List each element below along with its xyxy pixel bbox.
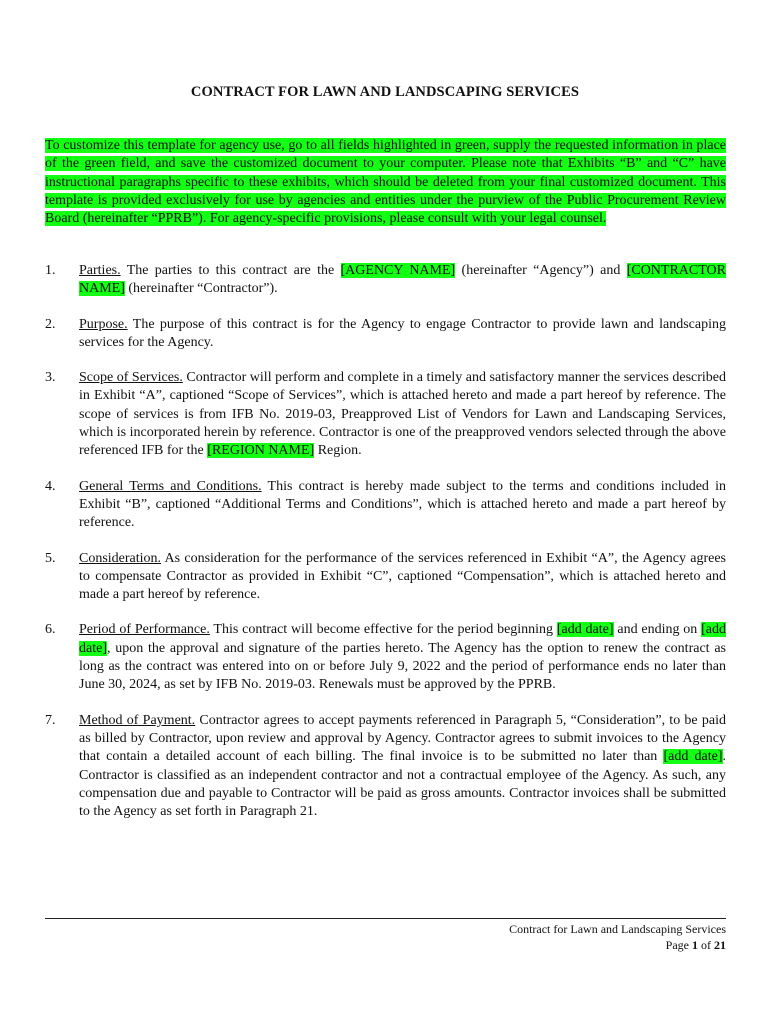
section-text: As consideration for the performance of the services referenced in Exhibit “A”, the Agency agrees to compensate Contractor as provided in Exhibit “C”, captioned “Compensation”, which is attached hereto and made a part hereof by reference. bbox=[79, 550, 726, 603]
section-body bbox=[79, 369, 726, 460]
page-footer bbox=[45, 921, 726, 953]
intro-highlighted-text[interactable]: To customize this template for agency use, go to all fields highlighted in green, supply the requested information in place of the green field, and save the customized document to your computer. Please note that Exhibits “B” and “C” have instructional paragraphs specific to these exhibits, which should be deleted from your final customized document. This template is provided exclusively for use by agencies and entities under the purview of the Public Procurement Review Board (hereinafter “PPRB”). For agency-specific provisions, please consult with your legal counsel. bbox=[45, 138, 726, 227]
total-page-count: 21 bbox=[714, 938, 726, 952]
section-purpose bbox=[45, 316, 726, 353]
section-body bbox=[79, 621, 726, 694]
page-indicator bbox=[45, 937, 726, 953]
section-text: (hereinafter “Agency”) and bbox=[455, 263, 627, 278]
section-number: 5. bbox=[45, 550, 56, 566]
section-text: . Contractor is classified as an independent contractor and not a contractual employee of the Agency. As such, any compensation due and payable to Contractor will be paid as gross amounts. Contractor invoices shall be submitted to the Agency as set forth in Paragraph 21. bbox=[79, 749, 726, 820]
section-text: and ending on bbox=[613, 622, 702, 638]
section-heading: General Terms and Conditions. bbox=[79, 478, 262, 494]
section-body bbox=[79, 262, 726, 299]
current-page-number: 1 bbox=[692, 938, 698, 952]
document-title: CONTRACT FOR LAWN AND LANDSCAPING SERVICES bbox=[190, 84, 580, 100]
region-name-field[interactable]: [REGION NAME] bbox=[207, 443, 315, 459]
section-number: 7. bbox=[45, 712, 56, 728]
section-method-of-payment bbox=[45, 712, 726, 822]
section-heading: Method of Payment. bbox=[79, 712, 196, 728]
section-text: Region. bbox=[314, 443, 362, 459]
section-scope-of-services bbox=[45, 369, 726, 460]
section-number: 2. bbox=[45, 316, 56, 332]
section-text: This contract will become effective for the period beginning bbox=[209, 622, 557, 638]
section-number: 3. bbox=[45, 370, 56, 386]
contractor-name-field[interactable]: [CONTRACTOR NAME] bbox=[79, 263, 726, 297]
page-label: Page bbox=[665, 938, 692, 952]
section-text: This contract is hereby made subject to the terms and conditions included in Exhibit “B”, captioned “Additional Terms and Conditions”, which is attached hereto and made a part hereof by reference. bbox=[79, 478, 726, 531]
section-number: 1. bbox=[45, 263, 56, 278]
section-consideration bbox=[45, 550, 726, 605]
section-number: 4. bbox=[45, 478, 56, 494]
section-body bbox=[79, 478, 726, 533]
section-text: The parties to this contract are the bbox=[120, 263, 341, 278]
section-text: , upon the approval and signature of the parties hereto. The Agency has the option to renew the contract as long as the contract was entered into on or before July 9, 2022 and the period of performance ends no later than June 30, 2024, as set by IFB No. 2019-03. Renewals must be approved by the PPRB. bbox=[79, 640, 726, 693]
page-of-label: of bbox=[698, 938, 714, 952]
section-period-of-performance bbox=[45, 621, 726, 694]
start-date-field[interactable]: [add date] bbox=[556, 622, 614, 638]
section-parties bbox=[45, 262, 726, 299]
section-body bbox=[79, 316, 726, 353]
section-number: 6. bbox=[45, 622, 56, 638]
final-invoice-date-field[interactable]: [add date] bbox=[663, 749, 723, 765]
section-heading: Period of Performance. bbox=[79, 622, 210, 638]
section-text: The purpose of this contract is for the Agency to engage Contractor to provide lawn and landscaping services for the Agency. bbox=[79, 316, 726, 350]
intro-paragraph bbox=[45, 137, 726, 228]
agency-name-field[interactable]: [AGENCY NAME] bbox=[340, 263, 456, 278]
contract-sections bbox=[45, 262, 726, 838]
section-text: Contractor agrees to accept payments referenced in Paragraph 5, “Consideration”, to be paid as billed by Contractor, upon review and approval by Agency. Contractor agrees to submit invoices to the Agency that contain a detailed account of each billing. The final invoice is to be submitted no later than bbox=[79, 712, 726, 765]
section-general-terms bbox=[45, 478, 726, 533]
section-text: Contractor will perform and complete in a timely and satisfactory manner the services described in Exhibit “A”, captioned “Scope of Services”, which is attached hereto and made a part hereof by reference. The scope of services is from IFB No. 2019-03, Preapproved List of Vendors for Lawn and Landscaping Services, which is incorporated herein by reference. Contractor is one of the preapproved vendors selected through the above referenced IFB for the bbox=[79, 370, 726, 459]
section-text: (hereinafter “Contractor”). bbox=[124, 281, 278, 297]
section-body bbox=[79, 712, 726, 822]
section-heading: Consideration. bbox=[79, 550, 162, 566]
end-date-field[interactable]: [add date] bbox=[79, 622, 726, 656]
footer-document-title: Contract for Lawn and Landscaping Services bbox=[509, 922, 726, 936]
section-heading: Scope of Services. bbox=[79, 370, 183, 386]
footer-divider bbox=[45, 918, 726, 919]
section-heading: Purpose. bbox=[79, 316, 128, 332]
section-heading: Parties. bbox=[79, 263, 121, 278]
section-body bbox=[79, 550, 726, 605]
